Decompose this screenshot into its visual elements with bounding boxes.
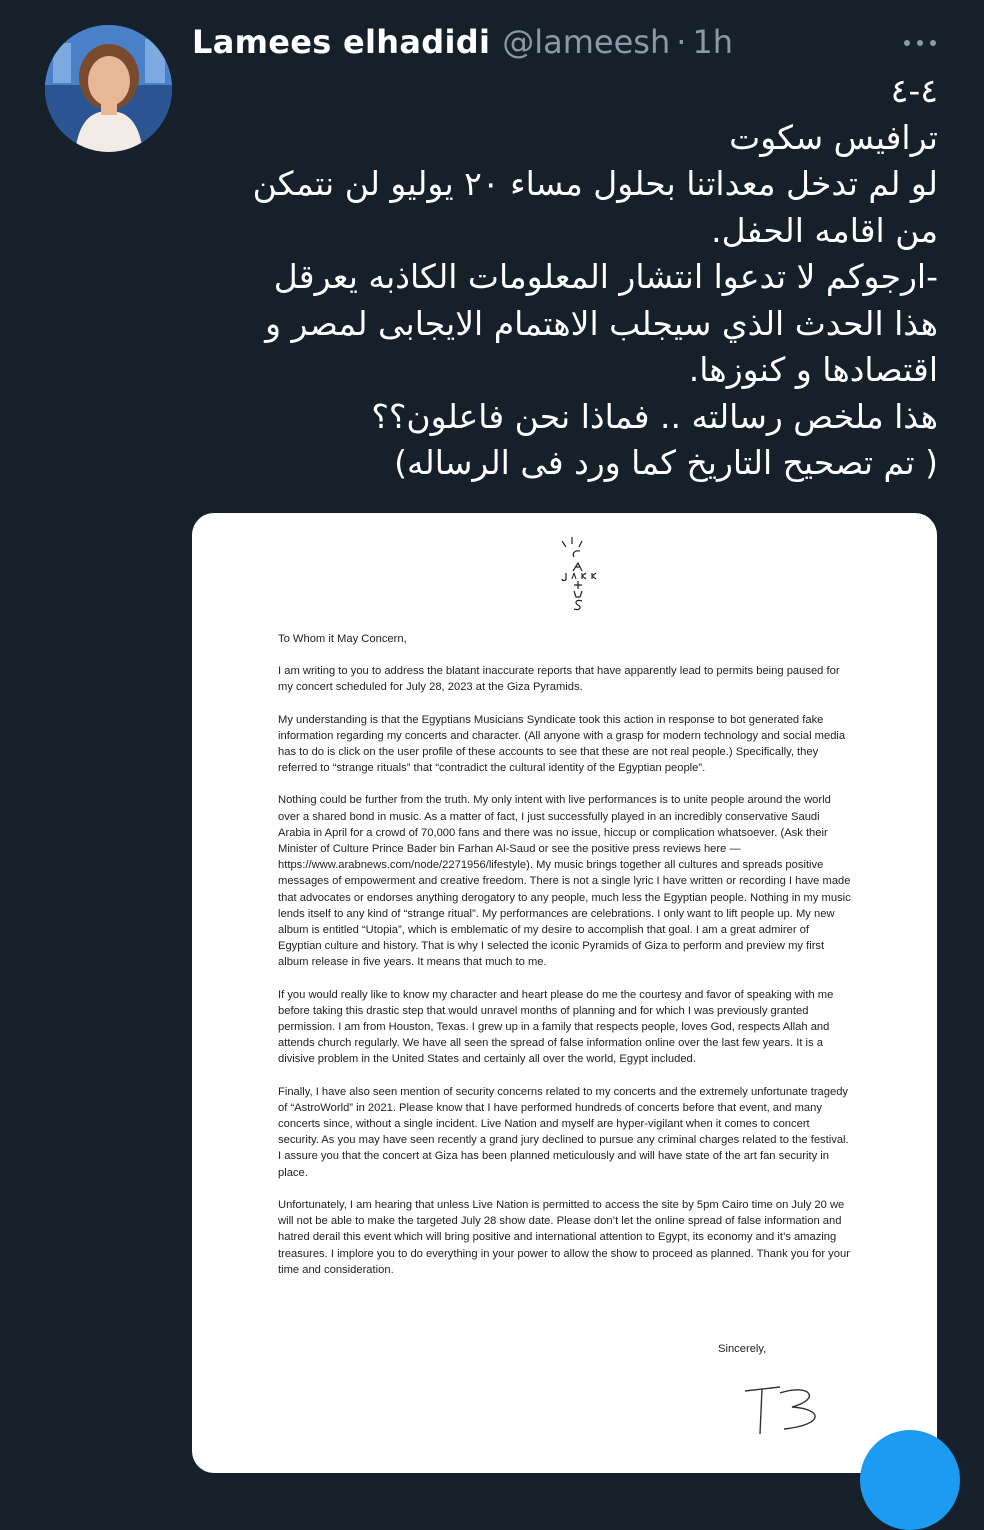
tweet-text-line: لو لم تدخل معداتنا بحلول مساء ٢٠ يوليو لن نتمكن xyxy=(252,164,938,203)
letter-paragraph: Nothing could be further from the truth. My only intent with live performances is to unite people around the world over a shared bond in music. As a matter of fact, I just successfully played in an incredibly conservative Saudi Arabia in April for a crowd of 70,000 fans and there was no issue, hiccup or complication whatsoever. (Ask their Minister of Culture Prince Bader bin Farhan Al-Saud or see the positive press reviews here — https://www.arabnews.com/node/2271956/lifestyle). My music brings together all cultures and spreads positive messages of empowerment and creative freedom. There is not a single lyric I have written or recording I have made that advocates or endorses anything derogatory to any people, much less the Egyptian people. Nothing in my music lends itself to any kind of “strange ritual”. My performances are celebrations. I only want to lift people up. My new album is entitled “Utopia”, which is emblematic of my desire to accomplish that goal. I am a great admirer of Egyptian culture and history. That is why I selected the iconic Pyramids of Giza to perform and preview my first album release in five years. It means that much to me. xyxy=(278,794,851,969)
avatar-photo xyxy=(45,25,172,152)
author-name[interactable]: Lamees elhadidi xyxy=(192,23,491,61)
letter-paragraph: Finally, I have also seen mention of security concerns related to my concerts and the extremely unfortunate tragedy of “AstroWorld” in 2021. Please know that I have performed hundreds of concerts before that event, and many concerts since, without a single incident. Live Nation and myself are hyper-vigilant when it comes to concert security. As you may have seen recently a grand jury declined to pursue any criminal charges related to the festival. I assure you that the concert at Giza has been planned meticulously and will have state of the art fan security in place. xyxy=(278,1085,849,1179)
letter-paragraph: If you would really like to know my character and heart please do me the courtesy and favor of speaking with me before taking this drastic step that would unravel months of planning and for which I was previously granted permission. I am from Houston, Texas. I grew up in a family that respects people, loves God, respects Allah and attends church regularly. We have all seen the spread of false information online over the last few years. It is a divisive problem in the United States and certainly all over the world, Egypt included. xyxy=(278,988,834,1066)
letter-salutation: To Whom it May Concern, xyxy=(278,633,407,645)
letter-paragraph: Unfortunately, I am hearing that unless Live Nation is permitted to access the site by 5pm Cairo time on July 20 we will not be able to make the targeted July 28 show date. Please don’t let the online spread of false information and hatred derail this event which will bring positive and international attention to Egypt, its economy and it’s amazing treasures. I implore you to do everything in your power to allow the show to proceed as planned. Thank you for your time and consideration. xyxy=(278,1198,850,1276)
tweet-text-line: ( تم تصحيح التاريخ كما ورد فى الرساله) xyxy=(394,443,938,482)
cactus-jack-logo xyxy=(552,535,602,613)
tweet-text-line: هذا الحدث الذي سيجلب الاهتمام الايجابى لمصر و xyxy=(265,303,938,343)
letter-paragraph: My understanding is that the Egyptians Musicians Syndicate took this action in response to bot generated fake information regarding my concerts and character. (All anyone with a grasp for modern technology and social media has to do is click on the user profile of these accounts to see that these are not real people.) Specifically, they referred to “strange rituals” that “contradict the cultural identity of the Egyptian people”. xyxy=(278,713,846,775)
tweet-text-line: اقتصادها و كنوزها. xyxy=(688,350,938,389)
tweet-text-line: -ارجوكم لا تدعوا انتشار المعلومات الكاذبه يعرقل xyxy=(273,257,938,296)
tweet-text-line: ترافيس سكوت xyxy=(729,117,938,157)
separator-dot: · xyxy=(676,23,687,61)
tweet-timestamp[interactable]: 1h xyxy=(692,23,734,61)
more-horizontal-icon[interactable] xyxy=(904,40,936,46)
tweet-header xyxy=(192,18,952,66)
compose-fab-icon[interactable] xyxy=(860,1430,960,1530)
tweet-media-image[interactable] xyxy=(192,513,937,1473)
letter-closing: Sincerely, xyxy=(718,1343,767,1355)
avatar[interactable] xyxy=(45,25,172,152)
tweet-text xyxy=(200,68,938,487)
letter-body xyxy=(278,631,852,1294)
tweet-text-line: من اقامه الحفل. xyxy=(711,210,938,250)
author-handle[interactable]: @lameesh xyxy=(502,23,671,61)
tweet-text-line: ٤-٤ xyxy=(890,71,938,110)
signature-mark xyxy=(740,1379,830,1439)
tweet-text-line: هذا ملخص رسالته .. فماذا نحن فاعلون؟؟ xyxy=(371,396,938,436)
letter-paragraph: I am writing to you to address the blatant inaccurate reports that have apparently lead to permits being paused for my concert scheduled for July 28, 2023 at the Giza Pyramids. xyxy=(278,665,840,694)
